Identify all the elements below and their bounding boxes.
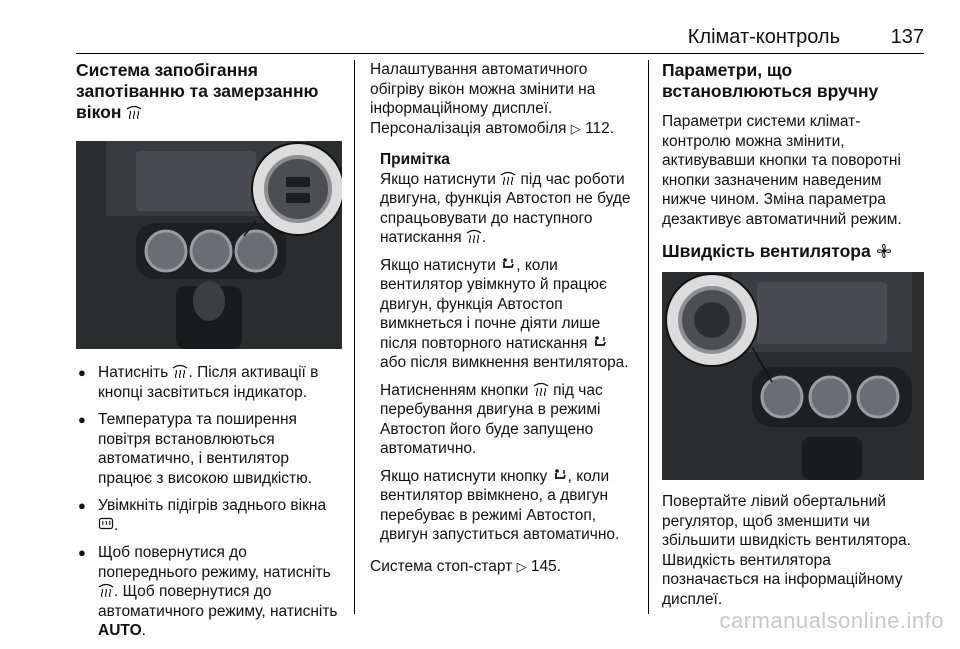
- air-distribution-icon: [552, 468, 568, 482]
- watermark: carmanualsonline.info: [719, 608, 944, 633]
- page-reference-icon: ▷: [516, 558, 527, 574]
- windshield-defrost-icon: [466, 229, 482, 243]
- fan-icon: [876, 244, 892, 258]
- section-heading-fan-speed: Швидкість вентилятора: [662, 241, 928, 262]
- defrost-steps-list: [76, 363, 342, 641]
- column-divider-2: [648, 60, 649, 614]
- air-distribution-icon: [500, 257, 516, 271]
- list-item: ● Щоб повернутися до попереднього режиму, натисніть . Щоб повернутися до автоматичного режиму, натисніть AUTO.: [76, 543, 342, 641]
- dashboard-photo-fan: [662, 272, 924, 480]
- column-divider-1: [354, 60, 355, 614]
- dashboard-illustration: [76, 141, 342, 349]
- dashboard-illustration: [662, 272, 924, 480]
- section-heading-manual: Параметри, що встановлюються вручну: [662, 60, 879, 101]
- windshield-defrost-icon: [126, 105, 142, 119]
- windshield-defrost-icon: [98, 583, 114, 597]
- rear-window-heat-icon: [98, 517, 114, 531]
- page-header: [0, 0, 960, 58]
- header-rule: [76, 53, 924, 54]
- note-paragraph: Якщо натиснути кнопку , коли вентилятор ввімкнено, а двигун перебуває в режимі Автостоп, двигун запуститься автоматично.: [380, 467, 620, 543]
- windshield-defrost-icon: [533, 382, 549, 396]
- section-heading-defrost: Система запобігання запотіванню та замерзанню вікон: [76, 60, 319, 122]
- column-3: [662, 60, 928, 609]
- page-reference-icon: ▷: [570, 120, 581, 136]
- note-paragraph: Натисненням кнопки під час перебування двигуна в режимі Автостоп його буде запущено автоматично.: [380, 381, 603, 457]
- paragraph: Налаштування автоматичного обігріву вікон можна змінити на інформаційному дисплеї.: [370, 61, 596, 117]
- paragraph: Система стоп-старт ▷ 145.: [370, 557, 562, 575]
- air-distribution-icon: [592, 335, 608, 349]
- paragraph: Повертайте лівий обертальний регулятор, щоб зменшити чи збільшити швидкість вентилятора. Швидкість вентилятора позначається на інформаційному дисплеї.: [662, 493, 911, 608]
- note-block: [370, 150, 636, 545]
- page-number: 137: [890, 26, 924, 48]
- paragraph: Персоналізація автомобіля ▷ 112.: [370, 119, 615, 137]
- windshield-defrost-icon: [172, 364, 188, 378]
- page-reference[interactable]: 112: [585, 119, 610, 137]
- column-1: [76, 60, 342, 649]
- dashboard-photo-defrost: [76, 141, 342, 349]
- paragraph: Параметри системи клімат-контролю можна змінити, активувавши кнопки та поворотні кнопки зазначеним наведеним нижче чином. Зміна параметра дезактивує автоматичний режим.: [662, 113, 902, 228]
- page-reference[interactable]: 145: [530, 557, 557, 575]
- column-2: [370, 60, 636, 576]
- windshield-defrost-icon: [500, 171, 516, 185]
- list-item: ● Увімкніть підігрів заднього вікна .: [76, 496, 342, 535]
- header-title: Клімат-контроль: [687, 26, 840, 48]
- note-title: Примітка: [380, 151, 450, 168]
- list-item: ● Натисніть . Після активації в кнопці засвітиться індикатор.: [76, 363, 342, 402]
- list-item: ● Температура та поширення повітря встановлюються автоматично, і вентилятор працює з високою швидкістю.: [76, 410, 342, 488]
- note-paragraph: Якщо натиснути , коли вентилятор увімкнуто й працює двигун, функція Автостоп вимкнеться і почне діяти лише після повторного натискання або після вимкнення вентилятора.: [380, 256, 629, 371]
- note-paragraph: Якщо натиснути під час роботи двигуна, функція Автостоп не буде спрацьовувати до наступного натискання .: [380, 170, 631, 246]
